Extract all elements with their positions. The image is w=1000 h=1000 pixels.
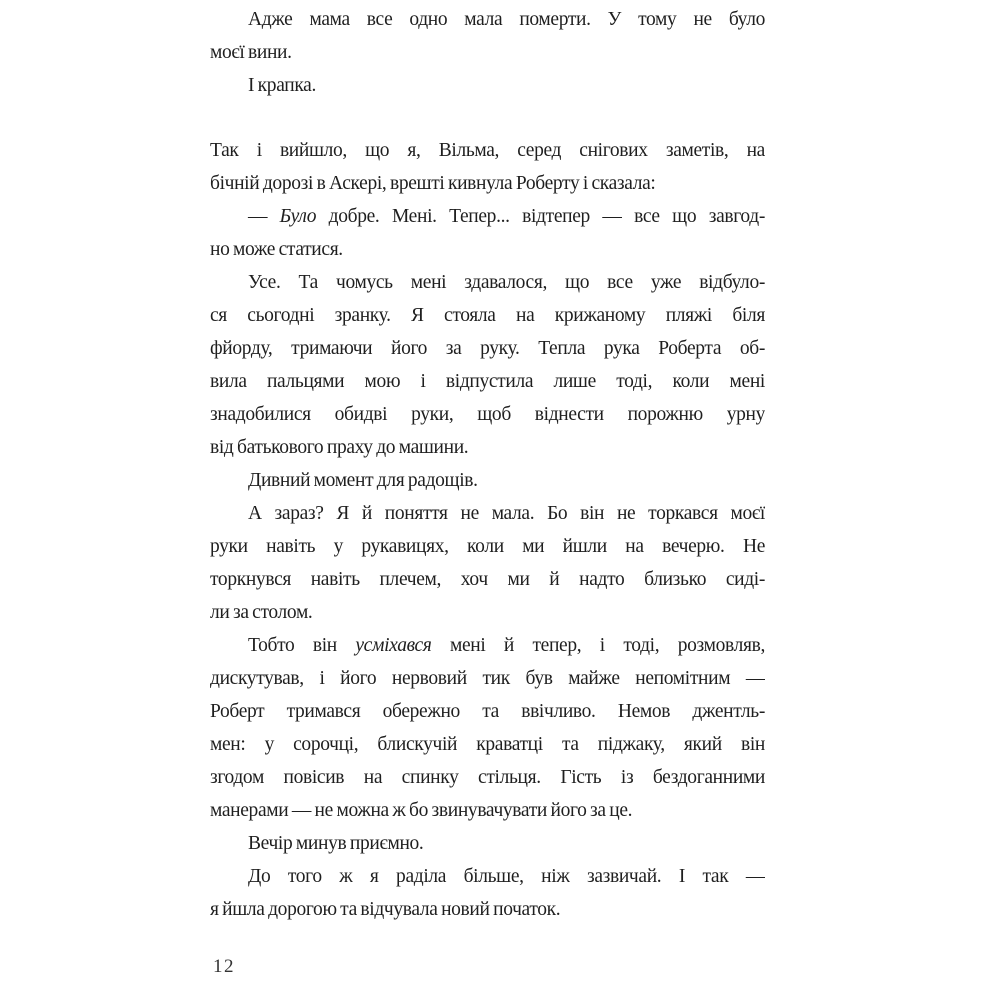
text-block [210, 3, 765, 926]
text-line [210, 761, 765, 794]
text-segment: торкнувся навіть плечем, хоч ми й надто близько сиді- [210, 569, 765, 590]
text-segment: ли за столом. [210, 602, 313, 623]
text-line [210, 3, 765, 36]
text-line [210, 860, 765, 893]
text-line [210, 695, 765, 728]
text-line [210, 167, 765, 200]
italic-text-segment: усміхався [355, 635, 432, 656]
text-segment: мені й тепер, і тоді, розмовляв, [431, 635, 765, 656]
text-segment: До того ж я раділа більше, ніж зазвичай. І так — [248, 866, 765, 887]
text-segment: Вечір минув приємно. [248, 833, 424, 854]
text-line [210, 266, 765, 299]
text-segment: но може статися. [210, 239, 343, 260]
text-line [210, 69, 765, 102]
text-line [210, 332, 765, 365]
text-line [210, 36, 765, 69]
text-line [210, 827, 765, 860]
paragraph [210, 134, 765, 200]
paragraph [210, 629, 765, 827]
text-line [210, 563, 765, 596]
paragraph [210, 266, 765, 464]
text-line [210, 728, 765, 761]
paragraph [210, 860, 765, 926]
text-segment: ся сьогодні зранку. Я стояла на крижаному пляжі біля [210, 305, 765, 326]
text-line [210, 299, 765, 332]
text-line [210, 497, 765, 530]
text-line [210, 530, 765, 563]
text-line [210, 200, 765, 233]
text-segment: бічній дорозі в Аскері, врешті кивнула Роберту і сказала: [210, 173, 656, 194]
text-segment: Так і вийшло, що я, Вільма, серед снігових заметів, на [210, 140, 765, 161]
paragraph [210, 69, 765, 102]
text-line [210, 431, 765, 464]
page-number: 12 [213, 956, 235, 977]
text-segment: фйорду, тримаючи його за руку. Тепла рука Роберта об- [210, 338, 765, 359]
text-segment: моєї вини. [210, 42, 292, 63]
paragraph [210, 827, 765, 860]
text-segment: Дивний момент для радощів. [248, 470, 478, 491]
text-segment: Роберт тримався обережно та ввічливо. Немов джентль- [210, 701, 765, 722]
text-segment: Усе. Та чомусь мені здавалося, що все уже відбуло- [248, 272, 765, 293]
paragraph [210, 464, 765, 497]
text-segment: вила пальцями мою і відпустила лише тоді, коли мені [210, 371, 765, 392]
text-segment: Адже мама все одно мала померти. У тому не було [248, 9, 765, 30]
text-segment: добре. Мені. Тепер... відтепер — все що завгод- [316, 206, 765, 227]
text-line [210, 794, 765, 827]
text-segment: І крапка. [248, 75, 316, 96]
paragraph [210, 3, 765, 69]
text-segment: дискутував, і його нервовий тик був майже непомітним — [210, 668, 765, 689]
text-line [210, 596, 765, 629]
text-line [210, 365, 765, 398]
text-segment: згодом повісив на спинку стільця. Гість із бездоганними [210, 767, 765, 788]
text-line [210, 233, 765, 266]
text-line [210, 629, 765, 662]
text-segment: руки навіть у рукавицях, коли ми йшли на вечерю. Не [210, 536, 765, 557]
text-segment: від батькового праху до машини. [210, 437, 469, 458]
paragraph [210, 200, 765, 266]
text-segment: Тобто він [248, 635, 356, 656]
text-line [210, 134, 765, 167]
text-segment: знадобилися обидві руки, щоб віднести порожню урну [210, 404, 765, 425]
text-line [210, 662, 765, 695]
paragraph [210, 497, 765, 629]
text-segment: я йшла дорогою та відчувала новий початок. [210, 899, 561, 920]
text-segment: манерами — не можна ж бо звинувачувати його за це. [210, 800, 633, 821]
text-line [210, 893, 765, 926]
text-line [210, 398, 765, 431]
italic-text-segment: Було [279, 206, 317, 227]
section-break [210, 102, 765, 134]
text-segment: А зараз? Я й поняття не мала. Бо він не торкався моєї [248, 503, 765, 524]
text-line [210, 464, 765, 497]
text-segment: мен: у сорочці, блискучій краватці та піджаку, який він [210, 734, 765, 755]
text-segment: — [248, 206, 280, 227]
